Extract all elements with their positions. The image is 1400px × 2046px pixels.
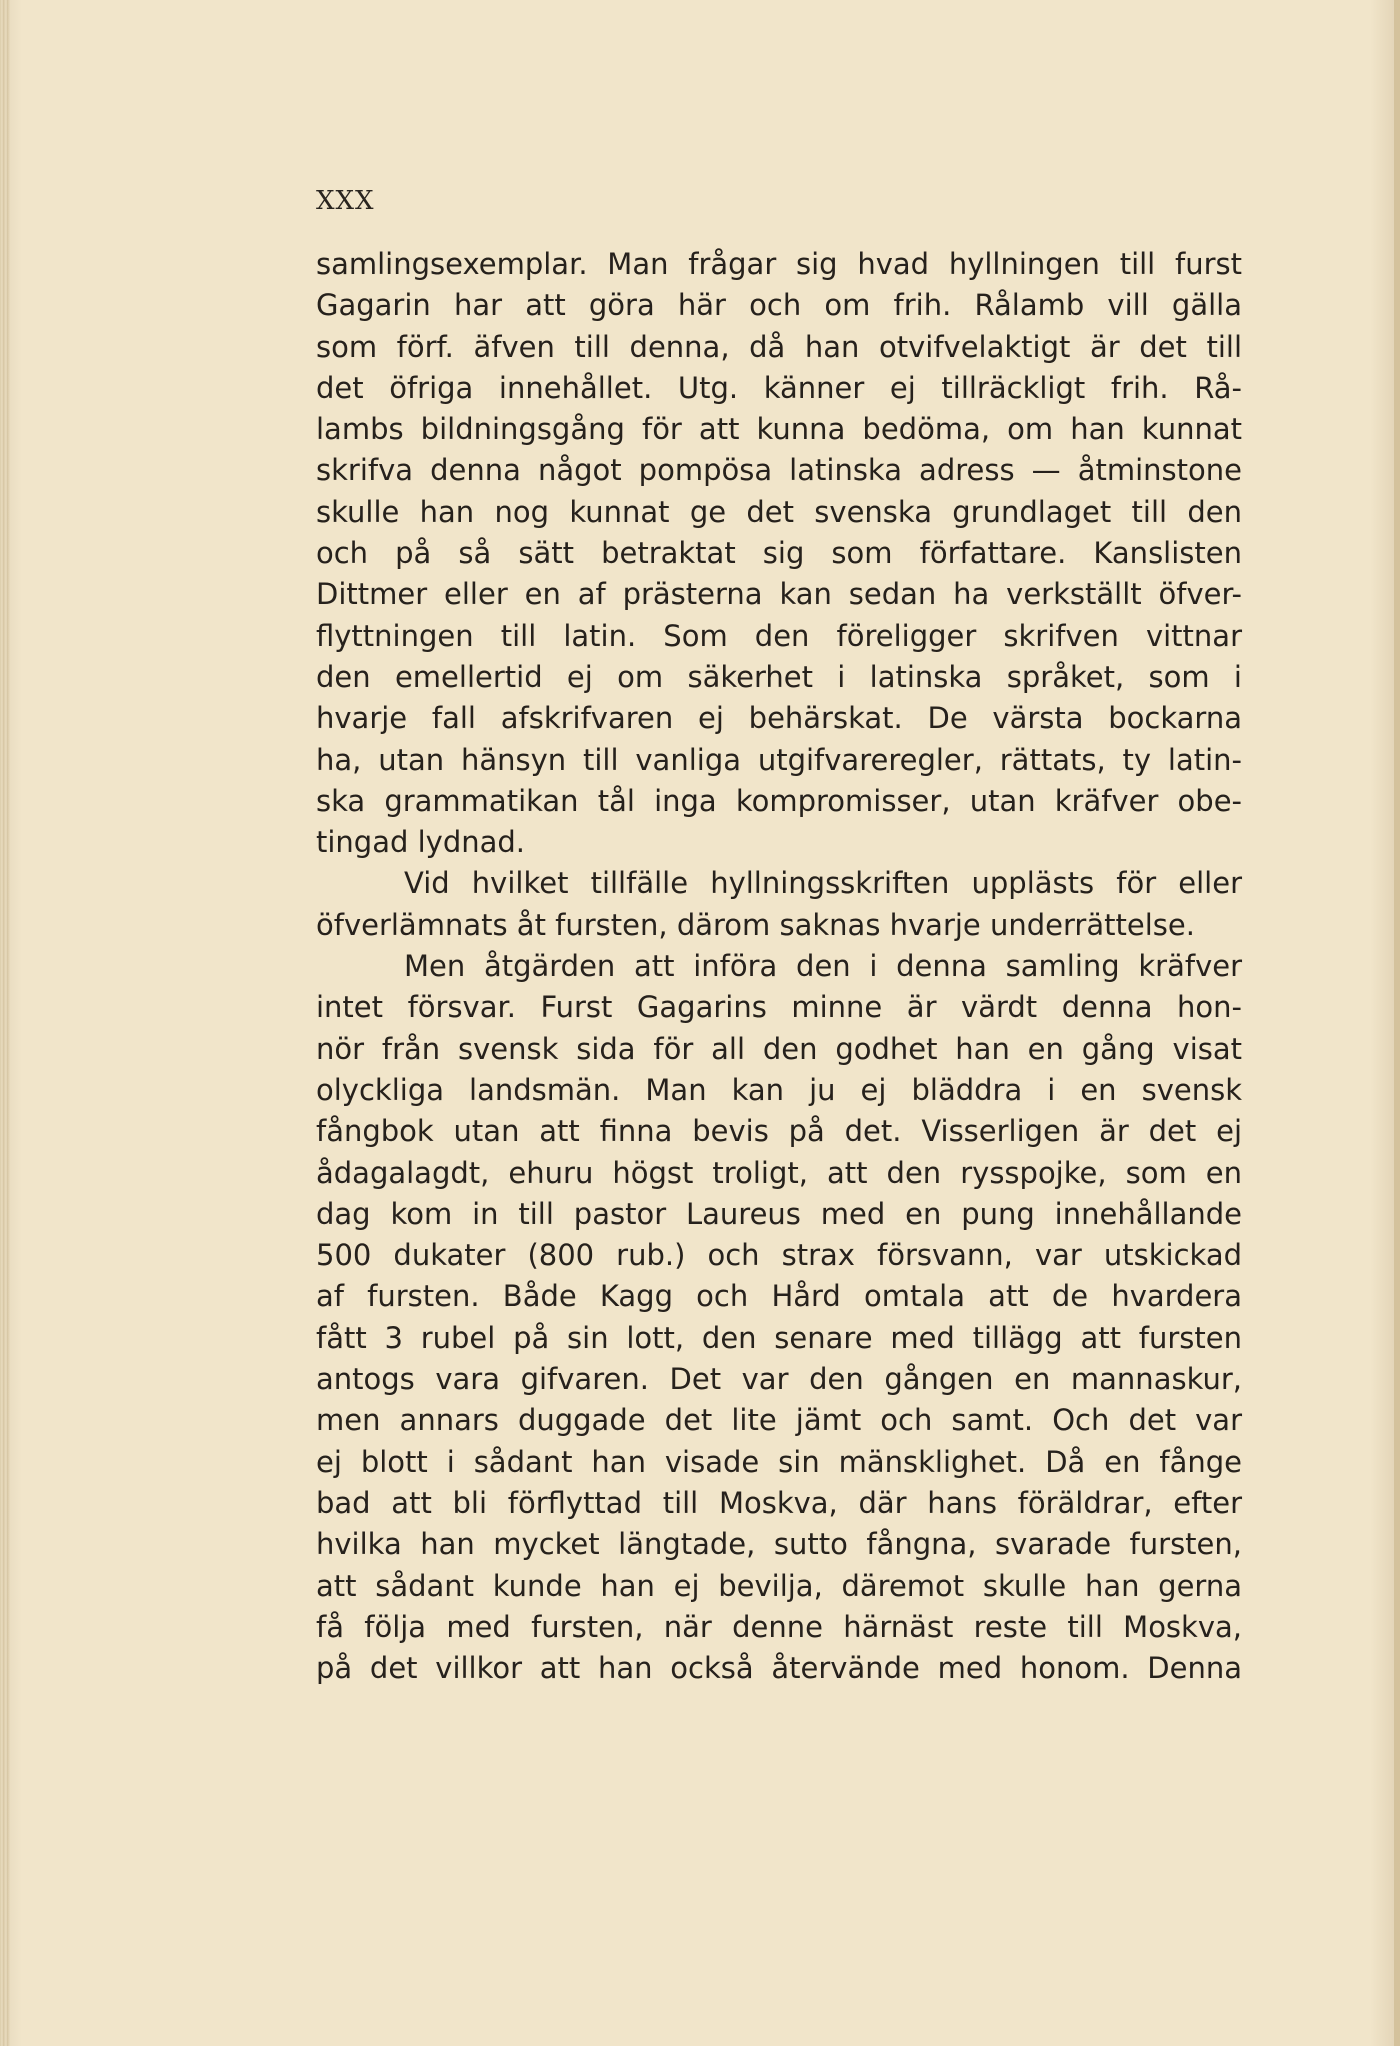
text-line: det öfriga innehållet. Utg. känner ej tillräckligt frih. Rå- [316,370,1242,405]
text-line: fångbok utan att finna bevis på det. Visserligen är det ej [316,1114,1242,1149]
text-line: samlingsexemplar. Man frågar sig hvad hyllningen till furst [316,247,1242,281]
text-line: som förf. äfven till denna, då han otvifvelaktigt är det till [316,329,1242,364]
text-line: hvarje fall afskrifvaren ej behärskat. De värsta bockarna [316,701,1242,736]
text-line: att sådant kunde han ej bevilja, däremot skulle han gerna [316,1568,1242,1603]
text-line: på det villkor att han också återvände med honom. Denna [316,1651,1242,1686]
text-line: skrifva denna något pompösa latinska adress — åtminstone [316,453,1242,488]
text-line: ska grammatikan tål inga kompromisser, utan kräfver obe- [316,783,1242,818]
text-line: öfverlämnats åt fursten, därom saknas hvarje underrättelse. [316,907,1195,942]
text-line: den emellertid ej om säkerhet i latinska språket, som i [316,659,1242,694]
text-line: Vid hvilket tillfälle hyllningsskriften upplästs för eller [404,866,1242,901]
text-line: antogs vara gifvaren. Det var den gången en mannaskur, [316,1362,1242,1397]
text-line: tingad lydnad. [316,825,526,860]
text-line: fått 3 rubel på sin lott, den senare med tillägg att fursten [316,1320,1242,1355]
text-line: lambs bildningsgång för att kunna bedöma, om han kunnat [316,412,1242,447]
text-line: olyckliga landsmän. Man kan ju ej bläddra i en svensk [316,1072,1242,1107]
text-line: Gagarin har att göra här och om frih. Rålamb vill gälla [316,288,1242,323]
text-line: 500 dukater (800 rub.) och strax försvann, var utskickad [316,1238,1242,1273]
text-line: få följa med fursten, när denne härnäst reste till Moskva, [316,1609,1242,1644]
text-line: flyttningen till latin. Som den föreligger skrifven vittnar [316,618,1242,653]
text-line: ha, utan hänsyn till vanliga utgifvareregler, rättats, ty latin- [316,742,1242,777]
text-line: dag kom in till pastor Laureus med en pung innehållande [316,1196,1242,1231]
text-line: Men åtgärden att införa den i denna samling kräfver [404,949,1242,984]
text-line: skulle han nog kunnat ge det svenska grundlaget till den [316,494,1242,529]
page-outer-edge [1394,0,1400,2046]
text-line: men annars duggade det lite jämt och samt. Och det var [316,1403,1242,1438]
text-line: intet försvar. Furst Gagarins minne är värdt denna hon- [316,990,1242,1025]
text-line: af fursten. Både Kagg och Hård omtala att de hvardera [316,1279,1242,1314]
text-line: Dittmer eller en af prästerna kan sedan ha verkställt öfver- [316,577,1242,612]
page-number: XXX [316,186,375,216]
page-binding-edge [0,0,10,2046]
text-line: nör från svensk sida för all den godhet han en gång visat [316,1031,1242,1066]
body-text [316,244,1242,1689]
text-line: hvilka han mycket längtade, sutto fångna, svarade fursten, [316,1527,1242,1562]
text-line: ej blott i sådant han visade sin mänsklighet. Då en fånge [316,1444,1242,1479]
text-line: ådagalagdt, ehuru högst troligt, att den rysspojke, som en [316,1155,1242,1190]
text-line: bad att bli förflyttad till Moskva, där hans föräldrar, efter [316,1485,1242,1520]
text-line: och på så sätt betraktat sig som författare. Kanslisten [316,536,1242,571]
